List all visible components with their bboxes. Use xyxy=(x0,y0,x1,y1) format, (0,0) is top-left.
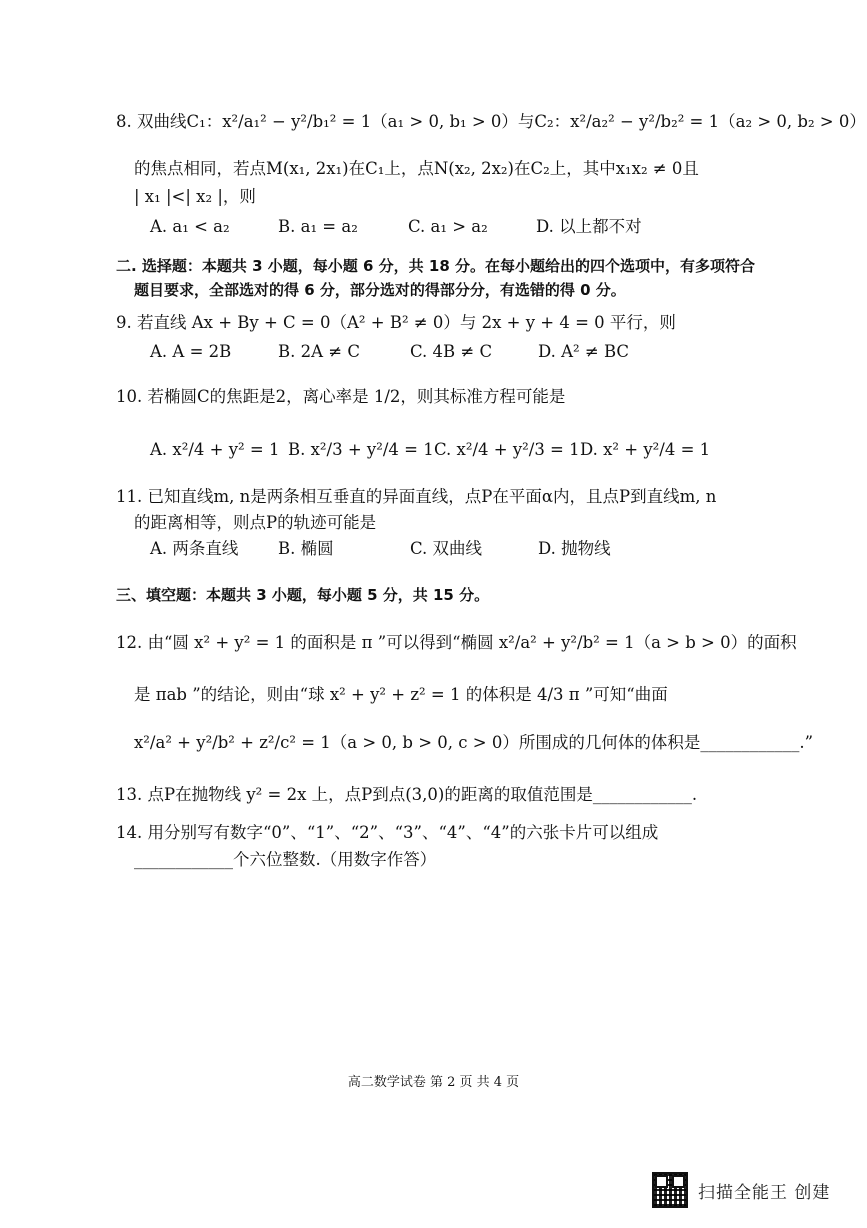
q9-line1: 9. 若直线 Ax + By + C = 0（A² + B² ≠ 0）与 2x + y + 4 = 0 平行，则 xyxy=(116,313,676,332)
q12-line2: 是 πab ”的结论，则由“球 x² + y² + z² = 1 的体积是 4/3 π ”可知“曲面 xyxy=(134,685,668,704)
section2-heading-line2: 题目要求，全部选对的得 6 分，部分选对的得部分分，有选错的得 0 分。 xyxy=(134,281,626,299)
watermark-text: 扫描全能王 创建 xyxy=(698,1182,831,1203)
q10-line1: 10. 若椭圆C的焦距是2，离心率是 1/2，则其标准方程可能是 xyxy=(116,387,566,406)
qr-code-icon xyxy=(652,1172,688,1208)
q10-options xyxy=(150,440,710,460)
section3-heading: 三、填空题：本题共 3 小题，每小题 5 分，共 15 分。 xyxy=(116,586,490,604)
q10-option-c: C. x²/4 + y²/3 = 1 xyxy=(434,440,580,459)
section2-heading-line1: 二. 选择题：本题共 3 小题，每小题 6 分，共 18 分。在每小题给出的四个选项中，有多项符合 xyxy=(116,257,756,275)
q11-option-b: B. 椭圆 xyxy=(278,539,334,558)
q9-option-b: B. 2A ≠ C xyxy=(278,342,360,361)
q11-options xyxy=(150,539,611,559)
q8-line3: | x₁ |<| x₂ |，则 xyxy=(134,187,256,206)
q8-line1: 8. 双曲线C₁：x²/a₁² − y²/b₁² = 1（a₁ > 0, b₁ > 0）与C₂：x²/a₂² − y²/b₂² = 1（a₂ > 0, b₂ > 0） xyxy=(116,112,866,131)
q13-line1: 13. 点P在抛物线 y² = 2x 上，点P到点(3,0)的距离的取值范围是____________. xyxy=(116,785,698,804)
q8-option-a: A. a₁ < a₂ xyxy=(150,217,230,236)
q11-option-c: C. 双曲线 xyxy=(410,539,483,558)
q9-options xyxy=(150,342,629,362)
q10-option-a: A. x²/4 + y² = 1 xyxy=(150,440,280,459)
q14-line2: ____________个六位整数.（用数字作答） xyxy=(134,850,437,869)
q8-option-b: B. a₁ = a₂ xyxy=(278,217,358,236)
q12-line1: 12. 由“圆 x² + y² = 1 的面积是 π ”可以得到“椭圆 x²/a² + y²/b² = 1（a > b > 0）的面积 xyxy=(116,633,797,652)
q12-line3: x²/a² + y²/b² + z²/c² = 1（a > 0, b > 0, c > 0）所围成的几何体的体积是____________.” xyxy=(134,733,814,752)
q9-option-c: C. 4B ≠ C xyxy=(410,342,493,361)
q10-option-b: B. x²/3 + y²/4 = 1 xyxy=(288,440,434,459)
q11-line1: 11. 已知直线m, n是两条相互垂直的异面直线，点P在平面α内，且点P到直线m, n xyxy=(116,487,717,506)
q10-option-d: D. x² + y²/4 = 1 xyxy=(580,440,711,459)
q8-option-c: C. a₁ > a₂ xyxy=(408,217,488,236)
q8-option-d: D. 以上都不对 xyxy=(536,217,642,236)
page-footer: 高二数学试卷 第 2 页 共 4 页 xyxy=(347,1075,520,1090)
q14-line1: 14. 用分别写有数字“0”、“1”、“2”、“3”、“4”、“4”的六张卡片可以组成 xyxy=(116,823,659,842)
q8-line2: 的焦点相同，若点M(x₁, 2x₁)在C₁上，点N(x₂, 2x₂)在C₂上，其中x₁x₂ ≠ 0且 xyxy=(134,159,699,178)
q9-option-d: D. A² ≠ BC xyxy=(538,342,630,361)
q11-line2: 的距离相等，则点P的轨迹可能是 xyxy=(134,513,377,532)
q11-option-d: D. 抛物线 xyxy=(538,539,611,558)
scanner-watermark xyxy=(652,1172,830,1208)
q9-option-a: A. A = 2B xyxy=(150,342,232,361)
q8-options xyxy=(150,217,642,237)
q11-option-a: A. 两条直线 xyxy=(150,539,239,558)
